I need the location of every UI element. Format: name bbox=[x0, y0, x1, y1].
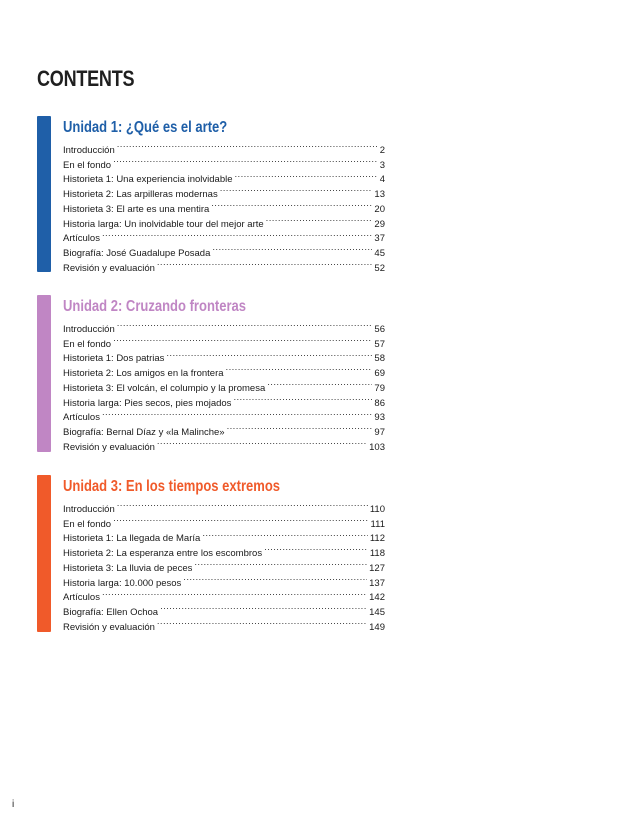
toc-entry-label: Artículos bbox=[63, 233, 100, 245]
toc-entry-page: 79 bbox=[374, 382, 385, 394]
toc-dot-leader bbox=[183, 571, 367, 586]
toc-entry-label: Biografía: Bernal Díaz y «la Malinche» bbox=[63, 427, 225, 438]
toc-list bbox=[63, 317, 385, 453]
toc-entry-label: Introducción bbox=[63, 503, 115, 515]
toc-entry[interactable] bbox=[63, 420, 385, 438]
toc-dot-leader bbox=[202, 527, 368, 542]
toc-entry[interactable] bbox=[63, 586, 385, 604]
toc-dot-leader bbox=[233, 391, 372, 406]
toc-entry-page: 103 bbox=[369, 441, 385, 453]
toc-dot-leader bbox=[160, 600, 367, 615]
toc-dot-leader bbox=[211, 197, 372, 212]
toc-entry[interactable] bbox=[63, 138, 385, 156]
toc-entry-page: 37 bbox=[374, 233, 385, 245]
toc-entry[interactable] bbox=[63, 227, 385, 245]
toc-entry-label: Historia larga: Un inolvidable tour del mejor arte bbox=[63, 218, 264, 230]
toc-entry-label: Historieta 2: Los amigos en la frontera bbox=[63, 368, 224, 379]
toc-entry-label: Revisión y evaluación bbox=[63, 441, 155, 453]
toc-entry-page: 149 bbox=[369, 621, 385, 633]
unit-section-3 bbox=[37, 475, 397, 632]
toc-entry-page: 4 bbox=[379, 174, 385, 186]
unit-title: Unidad 3: En los tiempos extremos bbox=[63, 478, 281, 495]
page-title: CONTENTS bbox=[37, 66, 135, 91]
toc-entry-label: Historieta 1: La llegada de María bbox=[63, 533, 201, 545]
toc-entry-page: 145 bbox=[369, 607, 385, 618]
toc-entry-page: 52 bbox=[374, 262, 385, 274]
toc-entry-label: Artículos bbox=[63, 412, 100, 424]
toc-entry-page: 118 bbox=[369, 548, 385, 559]
toc-dot-leader bbox=[266, 212, 373, 227]
toc-entry-page: 13 bbox=[374, 189, 385, 200]
toc-entry-label: Historia larga: 10.000 pesos bbox=[63, 577, 182, 589]
toc-entry-page: 110 bbox=[369, 503, 385, 515]
toc-entry-page: 97 bbox=[374, 427, 385, 438]
toc-entry-page: 56 bbox=[374, 323, 385, 335]
toc-entry[interactable] bbox=[63, 317, 385, 335]
toc-entry-page: 45 bbox=[374, 248, 385, 259]
toc-dot-leader bbox=[267, 376, 372, 391]
toc-dot-leader bbox=[157, 435, 367, 450]
toc-entry-page: 127 bbox=[369, 562, 385, 574]
toc-dot-leader bbox=[117, 317, 373, 332]
toc-entry-page: 93 bbox=[374, 412, 385, 424]
unit-section-1 bbox=[37, 116, 397, 272]
toc-entry-page: 20 bbox=[374, 203, 385, 215]
toc-entry-label: Biografía: Ellen Ochoa bbox=[63, 607, 159, 618]
unit-section-2 bbox=[37, 295, 397, 452]
toc-entry-label: Historieta 1: Una experiencia inolvidable bbox=[63, 174, 233, 186]
toc-entry[interactable] bbox=[63, 406, 385, 424]
toc-entry-page: 111 bbox=[370, 518, 385, 530]
toc-dot-leader bbox=[226, 361, 373, 376]
toc-dot-leader bbox=[113, 512, 368, 527]
toc-entry-label: Introducción bbox=[63, 323, 115, 335]
toc-entry-page: 137 bbox=[369, 577, 385, 589]
toc-entry[interactable] bbox=[63, 497, 385, 515]
toc-entry-page: 29 bbox=[374, 218, 385, 230]
toc-entry[interactable] bbox=[63, 241, 385, 259]
toc-dot-leader bbox=[102, 227, 372, 242]
toc-entry[interactable] bbox=[63, 600, 385, 618]
toc-dot-leader bbox=[194, 556, 367, 571]
toc-entry-label: Historia larga: Pies secos, pies mojados bbox=[63, 397, 232, 409]
toc-entry-page: 57 bbox=[374, 338, 385, 350]
toc-entry-page: 2 bbox=[379, 144, 385, 156]
toc-entry-label: Historieta 1: Dos patrias bbox=[63, 353, 165, 365]
toc-list bbox=[63, 497, 385, 633]
toc-entry-label: Historieta 2: La esperanza entre los escombros bbox=[63, 548, 263, 559]
toc-entry-page: 58 bbox=[374, 353, 385, 365]
toc-entry-label: Historieta 3: La lluvia de peces bbox=[63, 562, 193, 574]
toc-entry-label: En el fondo bbox=[63, 338, 112, 350]
toc-entry-page: 142 bbox=[369, 592, 385, 604]
unit-title: Unidad 1: ¿Qué es el arte? bbox=[63, 119, 228, 136]
toc-entry-page: 69 bbox=[374, 368, 385, 379]
toc-entry-label: Historieta 3: El volcán, el columpio y la promesa bbox=[63, 382, 266, 394]
unit-color-bar bbox=[37, 475, 51, 632]
toc-entry-page: 3 bbox=[379, 159, 385, 171]
toc-entry-label: Historieta 3: El arte es una mentira bbox=[63, 203, 210, 215]
unit-color-bar bbox=[37, 116, 51, 272]
toc-entry-label: Revisión y evaluación bbox=[63, 621, 155, 633]
unit-title: Unidad 2: Cruzando fronteras bbox=[63, 298, 247, 315]
toc-entry-label: Biografía: José Guadalupe Posada bbox=[63, 248, 211, 259]
toc-entry[interactable] bbox=[63, 347, 385, 365]
unit-color-bar bbox=[37, 295, 51, 452]
toc-list bbox=[63, 138, 385, 274]
toc-entry-label: Revisión y evaluación bbox=[63, 262, 155, 274]
toc-dot-leader bbox=[102, 406, 372, 421]
toc-dot-leader bbox=[264, 541, 368, 556]
toc-dot-leader bbox=[157, 615, 367, 630]
toc-entry-label: En el fondo bbox=[63, 518, 112, 530]
toc-dot-leader bbox=[157, 256, 373, 271]
toc-entry-label: Historieta 2: Las arpilleras modernas bbox=[63, 189, 218, 200]
toc-entry-label: Artículos bbox=[63, 592, 100, 604]
toc-dot-leader bbox=[102, 586, 367, 601]
toc-entry-page: 112 bbox=[369, 533, 385, 545]
toc-dot-leader bbox=[113, 332, 372, 347]
toc-dot-leader bbox=[227, 420, 373, 435]
toc-entry-label: Introducción bbox=[63, 144, 115, 156]
toc-dot-leader bbox=[235, 168, 378, 183]
toc-dot-leader bbox=[220, 182, 373, 197]
toc-entry-label: En el fondo bbox=[63, 159, 112, 171]
toc-dot-leader bbox=[113, 153, 378, 168]
toc-dot-leader bbox=[117, 138, 378, 153]
toc-entry-page: 86 bbox=[374, 397, 385, 409]
toc-entry[interactable] bbox=[63, 527, 385, 545]
toc-dot-leader bbox=[212, 241, 372, 256]
footer-page-number: i bbox=[12, 799, 15, 810]
toc-dot-leader bbox=[166, 347, 372, 362]
toc-dot-leader bbox=[117, 497, 368, 512]
toc-entry[interactable] bbox=[63, 168, 385, 186]
